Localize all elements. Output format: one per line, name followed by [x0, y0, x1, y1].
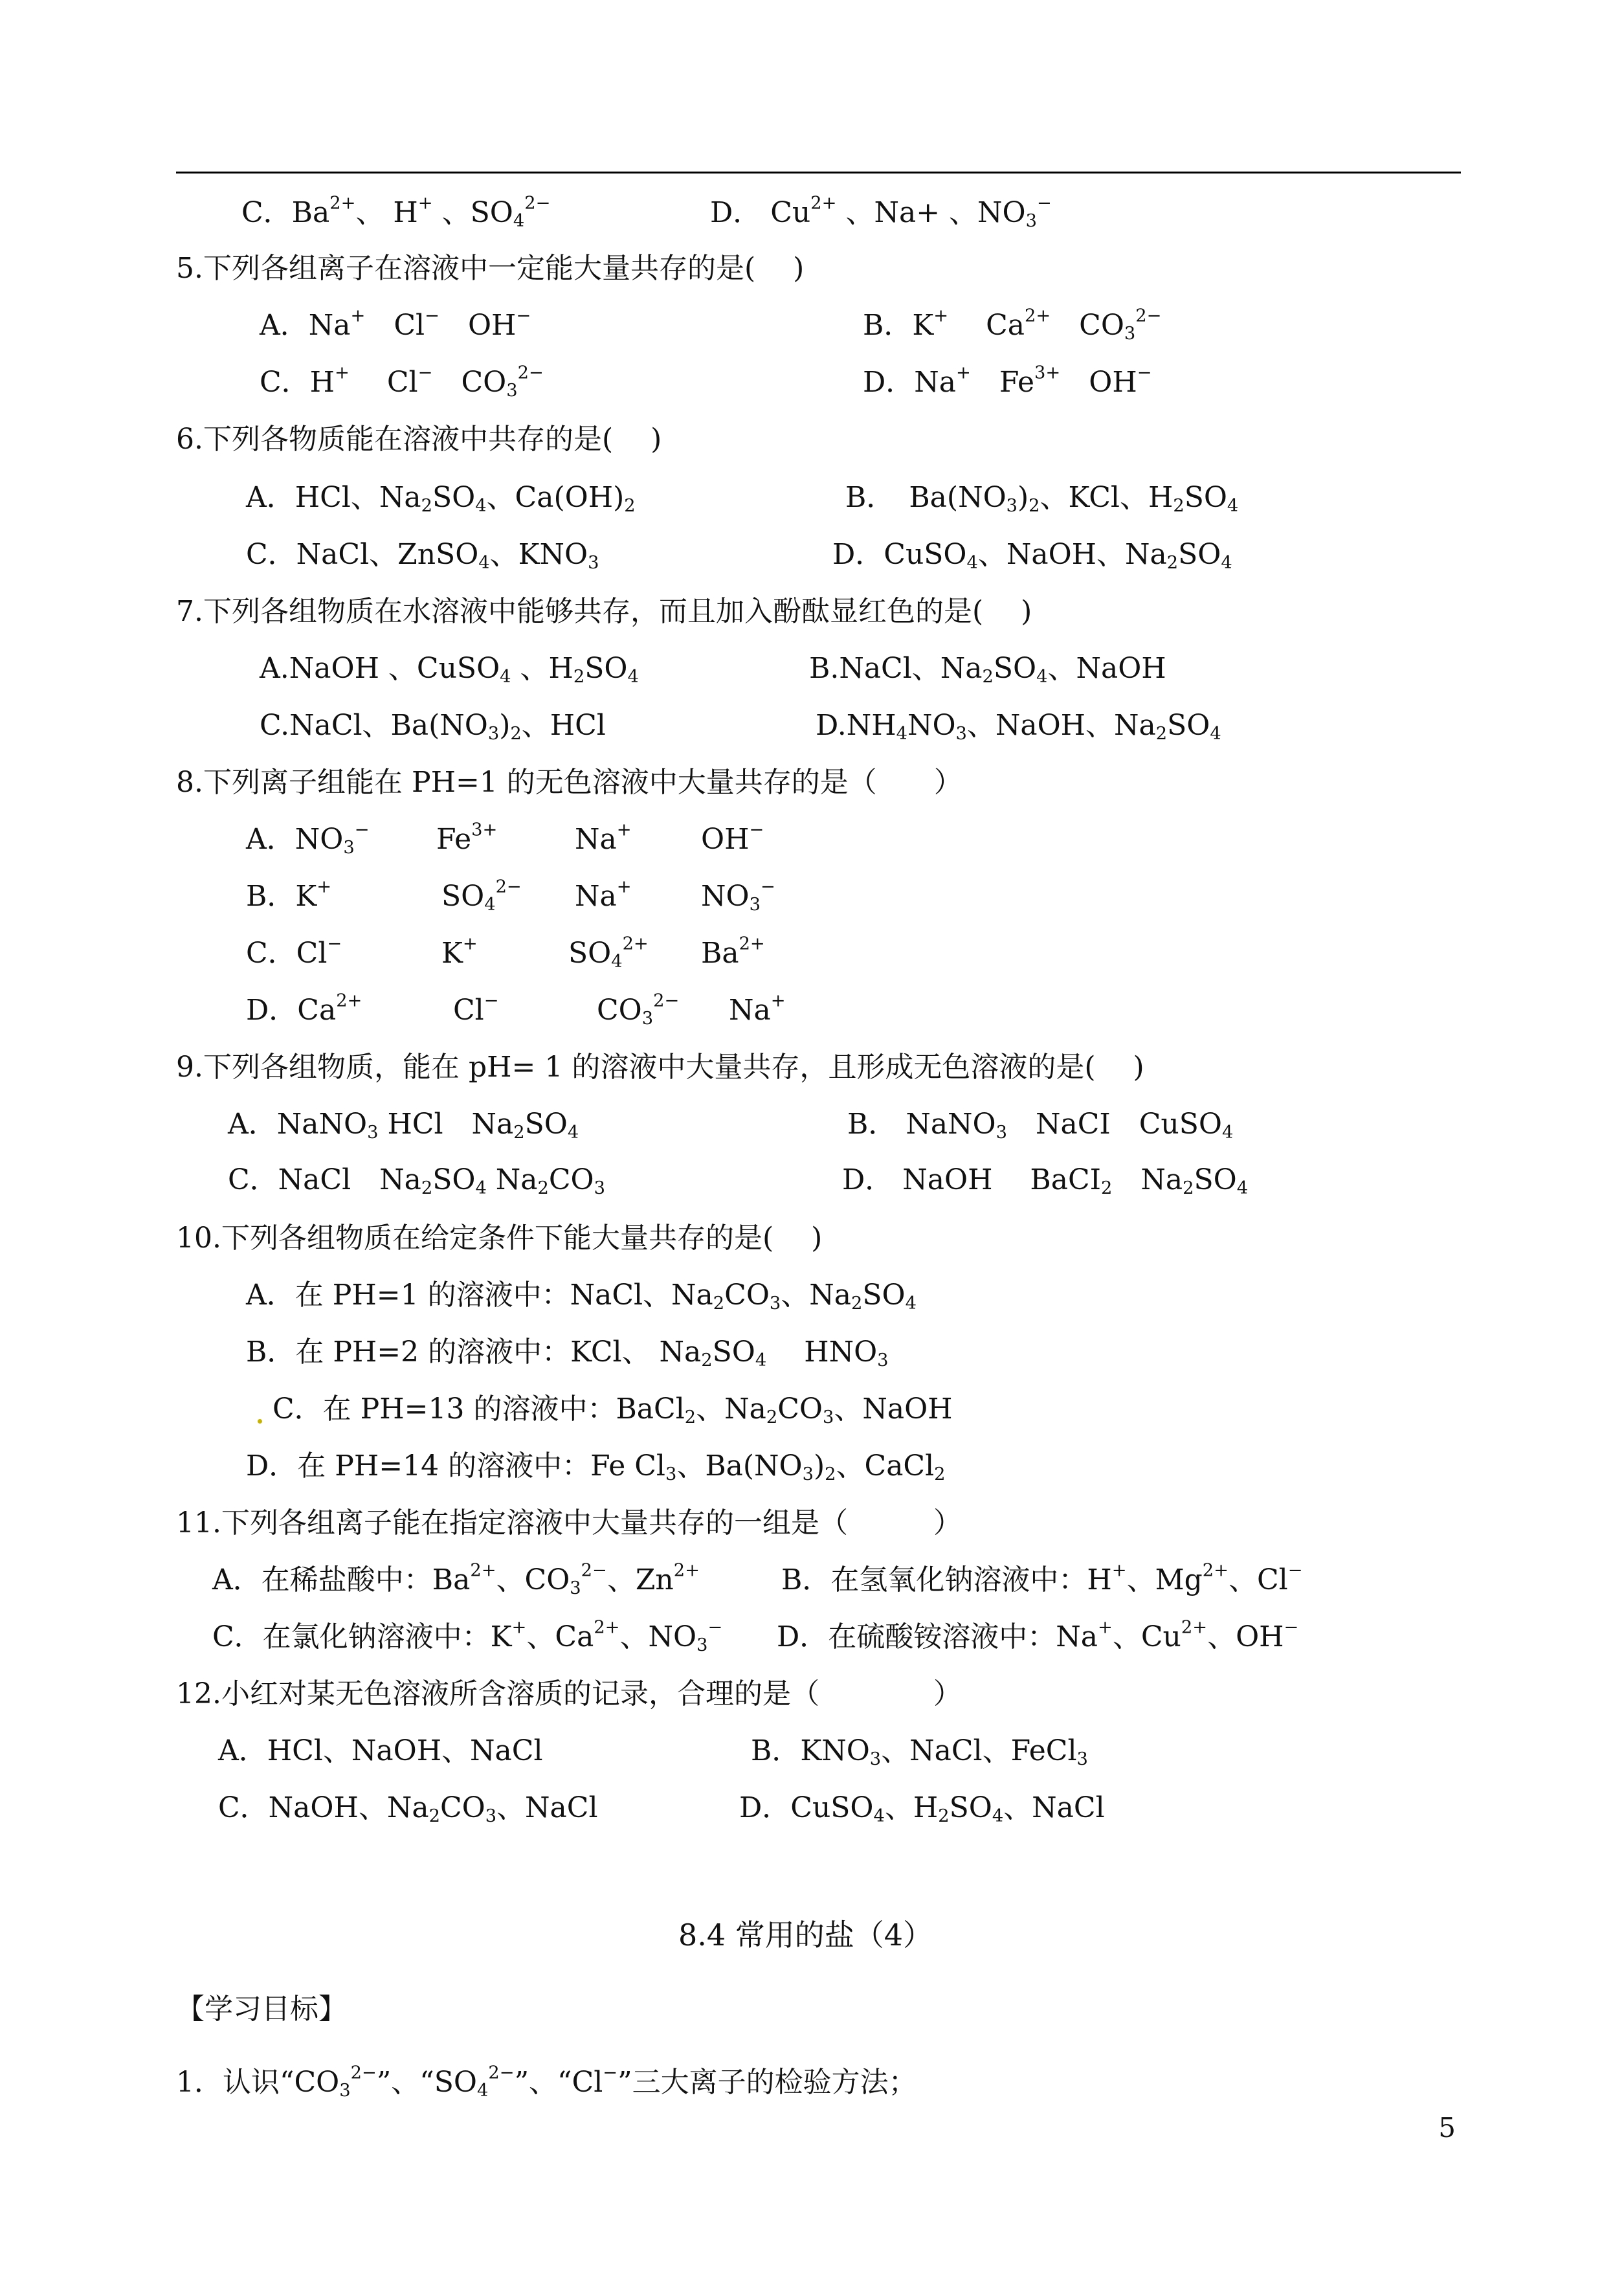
question-10-stem: 10.下列各组物质在给定条件下能大量共存的是( )	[176, 1222, 823, 1255]
question-9-option-c: C．NaCl $Na_2SO_4$ $Na_2CO_3$	[228, 1163, 605, 1198]
question-12-stem: 12.小红对某无色溶液所含溶质的记录，合理的是（ ）	[176, 1677, 962, 1710]
question-8-option-d-1: D．$Ca^{2+}$	[246, 990, 362, 1027]
question-8-option-d-3: $CO_3^{2-}$	[597, 990, 680, 1029]
question-5-option-c: C．H+ Cl− $CO_3^{2-}$	[260, 363, 544, 401]
question-8-option-c-2: K+	[441, 934, 478, 970]
question-8-option-c-4: $Ba^{2+}$	[701, 934, 765, 970]
question-5-stem: 5.下列各组离子在溶液中一定能大量共存的是( )	[176, 252, 805, 285]
question-12-option-d: D．CuSO$_4$、$H_2SO_4$、NaCl	[739, 1791, 1105, 1826]
question-12-option-a: A．HCl、NaOH、NaCl	[218, 1734, 543, 1767]
question-8-option-b-1: B．K+	[246, 877, 332, 913]
learning-objectives-heading: 【学习目标】	[176, 1993, 347, 2026]
section-title: 8.4 常用的盐（4）	[678, 1918, 933, 1952]
question-11-option-b: B．在氢氧化钠溶液中：H+、$Mg^{2+}$、Cl−	[781, 1560, 1303, 1596]
question-6-option-c: C．NaCl、ZnSO$_4$、$KNO_3$	[246, 538, 599, 573]
question-7-option-b: B.NaCl、$Na_2SO_4$、NaOH	[809, 652, 1166, 687]
question-8-option-a-3: Na+	[575, 820, 632, 856]
question-11-option-c: C．在氯化钠溶液中：K+、$Ca^{2+}$、$NO_3^-$	[212, 1617, 723, 1655]
question-7-stem: 7.下列各组物质在水溶液中能够共存，而且加入酚酞显红色的是( )	[176, 595, 1032, 628]
question-8-option-c-1: C．Cl−	[246, 934, 342, 970]
question-6-option-d: D．CuSO$_4$、NaOH、$Na_2SO_4$	[832, 538, 1232, 573]
question-6-option-a: A．HCl、$Na_2SO_4$、$Ca(OH)_2$	[246, 481, 636, 516]
question-10-option-c: C．在 PH=13 的溶液中：BaCl$_2$、$Na_2CO_3$、NaOH	[273, 1393, 953, 1427]
prev-question-option-c: C．$Ba^{2+}$、 H+ 、$SO_4^{2-}$	[241, 193, 551, 231]
question-9-option-b: B． NaNO$_3$ NaCI CuSO$_4$	[847, 1108, 1234, 1143]
question-12-option-b: B．$KNO_3$、NaCl、FeCl$_3$	[751, 1734, 1088, 1769]
question-11-option-a: A．在稀盐酸中：$Ba^{2+}$、$CO_3^{2-}$、$Zn^{2+}$	[212, 1560, 700, 1598]
question-6-option-b: B． $Ba(NO_3)_2$、KCl、$H_2SO_4$	[845, 481, 1239, 516]
question-9-option-d: D． NaOH BaCI$_2$ $Na_2SO_4$	[842, 1163, 1249, 1198]
question-9-stem: 9.下列各组物质，能在 pH= 1 的溶液中大量共存，且形成无色溶液的是( )	[176, 1051, 1144, 1084]
question-10-option-d: D．在 PH=14 的溶液中：Fe $Cl_3$、$Ba(NO_3)_2$、CaCl$_2$	[246, 1449, 946, 1484]
question-11-stem: 11.下列各组离子能在指定溶液中大量共存的一组是（ ）	[176, 1506, 962, 1539]
question-8-option-b-2: $SO_4^{2-}$	[441, 877, 522, 915]
question-8-option-b-3: Na+	[575, 877, 632, 913]
question-12-option-c: C．NaOH、$Na_2CO_3$、NaCl	[218, 1791, 598, 1826]
question-9-option-a: A．NaNO$_3$ HCl $Na_2SO_4$	[228, 1108, 579, 1143]
question-8-stem: 8.下列离子组能在 PH=1 的无色溶液中大量共存的是（ ）	[176, 766, 962, 799]
question-8-option-c-3: $SO_4^{2+}$	[568, 934, 649, 972]
header-rule	[176, 172, 1461, 173]
question-7-option-a: A.NaOH 、CuSO$_4$ 、$H_2SO_4$	[260, 652, 639, 687]
question-5-option-d: D．Na+ $Fe^{3+}$ OH−	[863, 363, 1152, 399]
question-5-option-b: B．K+ $Ca^{2+}$ $CO_3^{2-}$	[863, 306, 1162, 344]
question-5-option-a: A．Na+ Cl− OH−	[260, 306, 531, 342]
question-8-option-a-4: OH−	[701, 820, 764, 856]
question-10-option-b: B．在 PH=2 的溶液中：KCl、 $Na_2SO_4$ $HNO_3$	[246, 1336, 889, 1370]
question-10-option-a: A．在 PH=1 的溶液中：NaCl、$Na_2CO_3$、$Na_2SO_4$	[246, 1279, 917, 1314]
question-7-option-c: C.NaCl、$Ba(NO_3)_2$、HCl	[260, 709, 606, 744]
page-number: 5	[1438, 2112, 1456, 2143]
prev-question-option-d: D． $Cu^{2+}$ 、Na+ 、$NO_3^-$	[710, 193, 1052, 231]
question-8-option-a-2: $Fe^{3+}$	[436, 820, 498, 856]
stray-dot-mark	[258, 1419, 262, 1424]
question-7-option-d: $D.NH_4NO_3$、NaOH、$Na_2SO_4$	[816, 709, 1221, 744]
question-8-option-d-2: Cl−	[453, 990, 499, 1027]
question-6-stem: 6.下列各物质能在溶液中共存的是( )	[176, 423, 662, 456]
learning-objective-1: 1．认识“$CO_3^{2-}$”、“$SO_4^{2-}$”、“Cl−”三大离子的检验方法；	[176, 2063, 917, 2101]
question-8-option-b-4: $NO_3^-$	[701, 877, 775, 915]
question-8-option-d-4: Na+	[729, 990, 786, 1027]
question-8-option-a-1: A．$NO_3^-$	[246, 820, 370, 858]
question-11-option-d: D．在硫酸铵溶液中：Na+、$Cu^{2+}$、OH−	[777, 1617, 1299, 1653]
